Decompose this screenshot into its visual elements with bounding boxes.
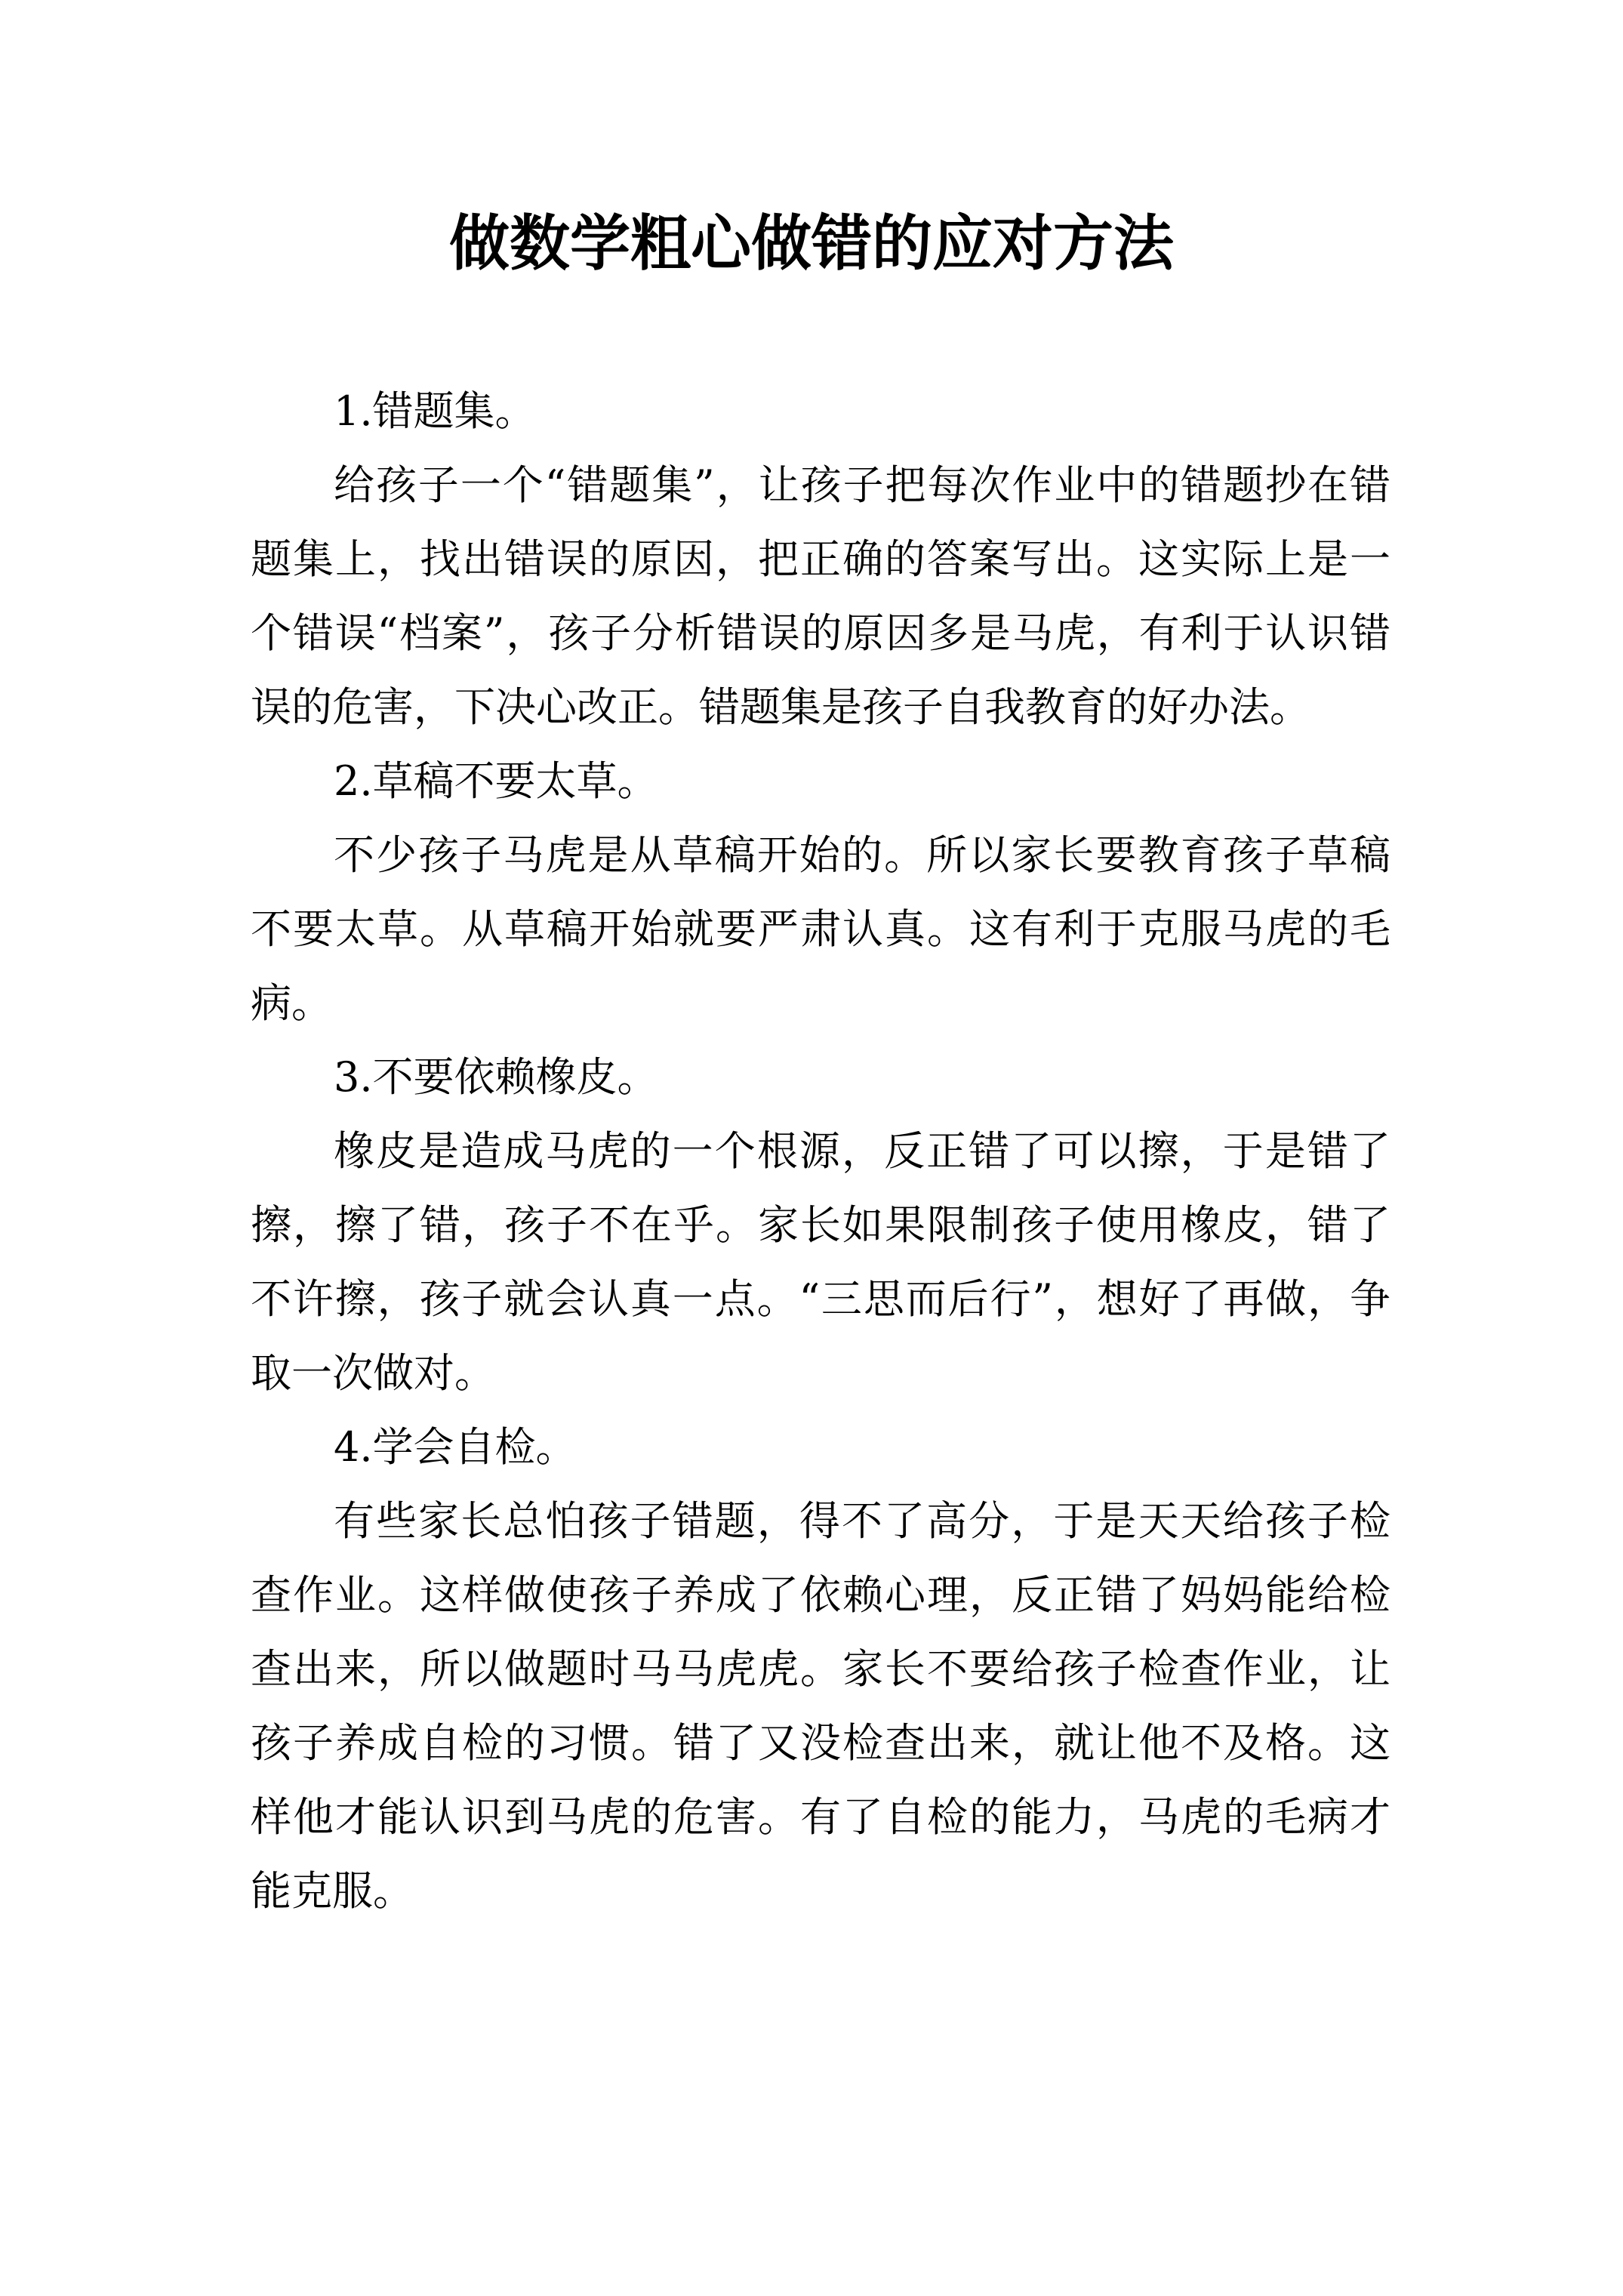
paragraph-draft-neatness: 不少孩子马虎是从草稿开始的。所以家长要教育孩子草稿不要太草。从草稿开始就要严肃认真。这有利于克服马虎的毛病。	[251, 831, 1390, 1027]
paragraph-eraser-dependence: 橡皮是造成马虎的一个根源，反正错了可以擦，于是错了擦，擦了错，孩子不在乎。家长如果限制孩子使用橡皮，错了不许擦，孩子就会认真一点。“三思而后行”，想好了再做，争取一次做对。	[251, 1127, 1390, 1397]
document-title: 做数学粗心做错的应对方法	[449, 208, 1174, 279]
heading-eraser-dependence: 3.不要依赖橡皮。	[334, 1053, 658, 1101]
document-body	[251, 374, 1390, 1928]
paragraph-self-check: 有些家长总怕孩子错题，得不了高分，于是天天给孩子检查作业。这样做使孩子养成了依赖心理，反正错了妈妈能给检查出来，所以做题时马马虎虎。家长不要给孩子检查作业，让孩子养成自检的习惯。错了又没检查出来，就让他不及格。这样他才能认识到马虎的危害。有了自检的能力，马虎的毛病才能克服。	[251, 1497, 1390, 1915]
heading-self-check: 4.学会自检。	[334, 1423, 577, 1471]
heading-draft-neatness: 2.草稿不要太草。	[334, 757, 658, 805]
paragraph-error-collection: 给孩子一个“错题集”，让孩子把每次作业中的错题抄在错题集上，找出错误的原因，把正确的答案写出。这实际上是一个错误“档案”，孩子分析错误的原因多是马虎，有利于认识错误的危害，下决心改正。错题集是孩子自我教育的好办法。	[251, 461, 1390, 731]
heading-error-collection: 1.错题集。	[334, 387, 536, 435]
